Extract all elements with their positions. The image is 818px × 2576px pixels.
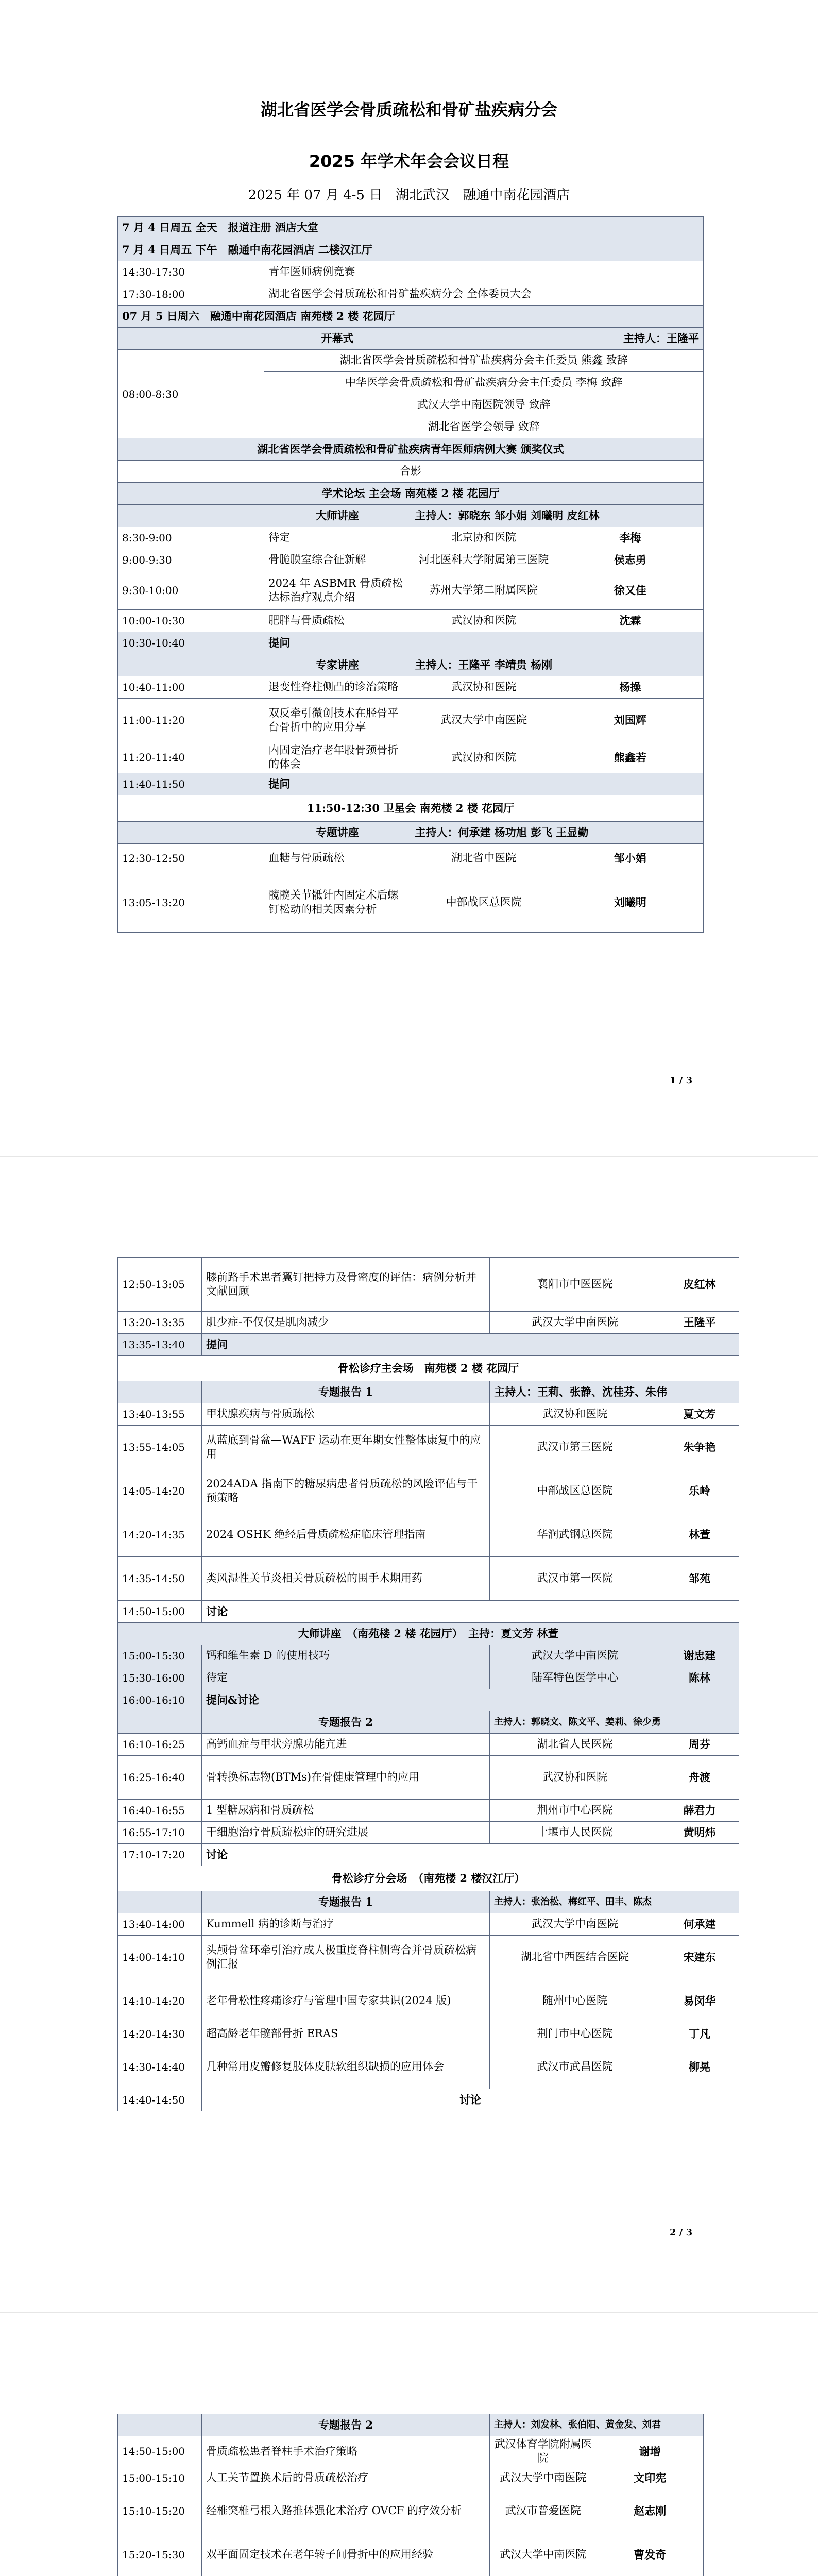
unit-cell: 武汉大学中南医院	[490, 2467, 597, 2489]
forum-header: 11:50-12:30 卫星会 南苑楼 2 楼 花园厅	[118, 795, 704, 821]
unit-cell: 中部战区总医院	[490, 1469, 660, 1513]
speaker-cell: 杨操	[557, 676, 703, 699]
time-cell: 12:30-12:50	[118, 843, 264, 873]
doc-title: 湖北省医学会骨质疏松和骨矿盐疾病分会	[260, 100, 557, 120]
unit-cell: 武汉体育学院附属医院	[490, 2436, 597, 2467]
time-cell: 14:35-14:50	[118, 1557, 202, 1601]
time-cell: 17:30-18:00	[118, 283, 264, 306]
topic-cell: 从蓝底到骨盆—WAFF 运动在更年期女性整体康复中的应用	[202, 1426, 490, 1469]
speaker-cell: 薛君力	[660, 1800, 739, 1822]
topic-cell: 甲状腺疾病与骨质疏松	[202, 1403, 490, 1426]
unit-cell: 武汉协和医院	[490, 1756, 660, 1800]
time-cell: 17:10-17:20	[118, 1844, 202, 1866]
time-cell: 11:00-11:20	[118, 699, 264, 742]
section-title: 大师讲座	[264, 505, 411, 527]
unit-cell: 武汉市第三医院	[490, 1426, 660, 1469]
forum-header: 骨松诊疗分会场 （南苑楼 2 楼汉江厅）	[118, 1866, 739, 1891]
forum-header: 学术论坛 主会场 南苑楼 2 楼 花园厅	[118, 483, 704, 505]
host-cell: 主持人：郭晓东 邹小娟 刘曦明 皮红林	[411, 505, 704, 527]
topic-cell: 膝前路手术患者翼钉把持力及骨密度的评估：病例分析并文献回顾	[202, 1258, 490, 1312]
topic-cell: 双反牵引微创技术在胫骨平台骨折中的应用分享	[264, 699, 411, 742]
time-cell: 16:00-16:10	[118, 1689, 202, 1711]
speech-item: 中华医学会骨质疏松和骨矿盐疾病分会主任委员 李梅 致辞	[264, 372, 704, 394]
page-3	[0, 2313, 818, 2576]
time-cell: 9:00-9:30	[118, 549, 264, 571]
schedule-table-3	[117, 2414, 704, 2576]
speaker-cell: 周芬	[660, 1734, 739, 1756]
speaker-cell: 柳晃	[660, 2045, 739, 2089]
time-cell: 14:30-14:40	[118, 2045, 202, 2089]
schedule-table-2	[117, 1257, 739, 2111]
unit-cell: 陆军特色医学中心	[490, 1667, 660, 1689]
unit-cell: 随州中心医院	[490, 1979, 660, 2023]
topic-cell: 血糖与骨质疏松	[264, 843, 411, 873]
topic-cell: 高钙血症与甲状旁腺功能亢进	[202, 1734, 490, 1756]
schedule-table-1	[117, 216, 704, 933]
time-cell: 13:35-13:40	[118, 1334, 202, 1356]
topic-cell: 几种常用皮瓣修复肢体皮肤软组织缺损的应用体会	[202, 2045, 490, 2089]
unit-cell: 荆门市中心医院	[490, 2023, 660, 2045]
time-cell: 16:10-16:25	[118, 1734, 202, 1756]
topic-cell: 退变性脊柱侧凸的诊治策略	[264, 676, 411, 699]
session-cell: 湖北省医学会骨质疏松和骨矿盐疾病分会 全体委员大会	[264, 283, 704, 306]
time-cell: 15:00-15:30	[118, 1645, 202, 1667]
topic-cell: 待定	[202, 1667, 490, 1689]
unit-cell: 武汉大学中南医院	[490, 1312, 660, 1334]
speaker-cell: 刘国辉	[557, 699, 703, 742]
time-cell: 14:50-15:00	[118, 2436, 202, 2467]
unit-cell: 华润武钢总医院	[490, 1513, 660, 1557]
discussion-cell: 讨论	[202, 1601, 739, 1623]
page-1	[0, 0, 818, 1156]
speaker-cell: 沈霖	[557, 610, 703, 632]
doc-date-venue: 2025 年 07 月 4-5 日 湖北武汉 融通中南花园酒店	[248, 188, 570, 203]
time-cell: 13:20-13:35	[118, 1312, 202, 1334]
speaker-cell: 宋建东	[660, 1936, 739, 1979]
host-cell: 主持人：王隆平	[411, 328, 704, 350]
host-cell: 主持人：郭晓文、陈文平、姜莉、徐少勇	[490, 1711, 739, 1734]
topic-cell: 干细胞治疗骨质疏松症的研究进展	[202, 1822, 490, 1844]
unit-cell: 十堰市人民医院	[490, 1822, 660, 1844]
time-cell: 15:10-15:20	[118, 2489, 202, 2533]
unit-cell: 襄阳市中医医院	[490, 1258, 660, 1312]
discussion-cell: 讨论	[202, 2089, 739, 2111]
section-title: 湖北省医学会骨质疏松和骨矿盐疾病青年医师病例大赛 颁奖仪式	[118, 438, 704, 461]
topic-cell: Kummell 病的诊断与治疗	[202, 1913, 490, 1936]
time-cell: 14:20-14:30	[118, 2023, 202, 2045]
forum-header: 骨松诊疗主会场 南苑楼 2 楼 花园厅	[118, 1356, 739, 1381]
speech-item: 湖北省医学会骨质疏松和骨矿盐疾病分会主任委员 熊鑫 致辞	[264, 350, 704, 372]
time-cell: 9:30-10:00	[118, 571, 264, 610]
time-cell: 15:30-16:00	[118, 1667, 202, 1689]
day-header: 7 月 4 日周五 全天 报道注册 酒店大堂	[118, 217, 704, 239]
unit-cell: 武汉市普爱医院	[490, 2489, 597, 2533]
speaker-cell: 易闵华	[660, 1979, 739, 2023]
session-cell: 青年医师病例竞赛	[264, 261, 704, 283]
topic-cell: 骨脆膜室综合征新解	[264, 549, 411, 571]
host-cell: 主持人：刘发林、张伯阳、黄金发、刘君	[490, 2414, 704, 2436]
speaker-cell: 赵志刚	[597, 2489, 704, 2533]
speaker-cell: 文印宪	[597, 2467, 704, 2489]
speaker-cell: 刘曦明	[557, 873, 703, 932]
topic-cell: 2024ADA 指南下的糖尿病患者骨质疏松的风险评估与干预策略	[202, 1469, 490, 1513]
time-cell: 13:40-13:55	[118, 1403, 202, 1426]
unit-cell: 武汉协和医院	[411, 742, 557, 773]
topic-cell: 头颅骨盆环牵引治疗成人极重度脊柱侧弯合并骨质疏松病例汇报	[202, 1936, 490, 1979]
unit-cell: 武汉市第一医院	[490, 1557, 660, 1601]
time-cell: 12:50-13:05	[118, 1258, 202, 1312]
time-cell: 14:40-14:50	[118, 2089, 202, 2111]
speaker-cell: 王隆平	[660, 1312, 739, 1334]
page-2	[0, 1157, 818, 2312]
host-cell: 主持人：王隆平 李靖贵 杨刚	[411, 654, 704, 676]
time-cell: 10:00-10:30	[118, 610, 264, 632]
topic-cell: 肌少症-不仅仅是肌肉减少	[202, 1312, 490, 1334]
section-title: 专题报告 1	[202, 1381, 490, 1403]
time-cell: 11:20-11:40	[118, 742, 264, 773]
topic-cell: 骨质疏松患者脊柱手术治疗策略	[202, 2436, 490, 2467]
speaker-cell: 林萱	[660, 1513, 739, 1557]
unit-cell: 湖北省中医院	[411, 843, 557, 873]
speaker-cell: 侯志勇	[557, 549, 703, 571]
unit-cell: 武汉协和医院	[490, 1403, 660, 1426]
topic-cell: 内固定治疗老年股骨颈骨折的体会	[264, 742, 411, 773]
time-cell: 16:25-16:40	[118, 1756, 202, 1800]
discussion-cell: 提问	[264, 773, 704, 795]
time-cell: 16:55-17:10	[118, 1822, 202, 1844]
speaker-cell: 陈林	[660, 1667, 739, 1689]
page-number: 1 / 3	[670, 1075, 693, 1086]
discussion-cell: 提问&讨论	[202, 1689, 739, 1711]
speaker-cell: 夏文芳	[660, 1403, 739, 1426]
host-cell: 主持人：王莉、张静、沈桂芬、朱伟	[490, 1381, 739, 1403]
topic-cell: 老年骨松性疼痛诊疗与管理中国专家共识(2024 版)	[202, 1979, 490, 2023]
speaker-cell: 乐岭	[660, 1469, 739, 1513]
speaker-cell: 李梅	[557, 527, 703, 549]
time-cell: 11:40-11:50	[118, 773, 264, 795]
time-cell: 14:00-14:10	[118, 1936, 202, 1979]
topic-cell: 经椎突椎弓根入路推体强化术治疗 OVCF 的疗效分析	[202, 2489, 490, 2533]
unit-cell: 荆州市中心医院	[490, 1800, 660, 1822]
topic-cell: 双平面固定技术在老年转子间骨折中的应用经验	[202, 2533, 490, 2576]
topic-cell: 骨转换标志物(BTMs)在骨健康管理中的应用	[202, 1756, 490, 1800]
speaker-cell: 何承建	[660, 1913, 739, 1936]
speaker-cell: 皮红林	[660, 1258, 739, 1312]
section-title: 专题讲座	[264, 821, 411, 843]
time-cell: 13:05-13:20	[118, 873, 264, 932]
unit-cell: 中部战区总医院	[411, 873, 557, 932]
topic-cell: 2024 年 ASBMR 骨质疏松达标治疗观点介绍	[264, 571, 411, 610]
speaker-cell: 谢忠建	[660, 1645, 739, 1667]
section-title: 合影	[118, 461, 704, 483]
speech-item: 武汉大学中南医院领导 致辞	[264, 394, 704, 416]
section-title: 专家讲座	[264, 654, 411, 676]
speaker-cell: 徐又佳	[557, 571, 703, 610]
unit-cell: 湖北省人民医院	[490, 1734, 660, 1756]
unit-cell: 武汉大学中南医院	[490, 1913, 660, 1936]
time-cell: 13:40-14:00	[118, 1913, 202, 1936]
unit-cell: 北京协和医院	[411, 527, 557, 549]
time-cell: 15:20-15:30	[118, 2533, 202, 2576]
discussion-cell: 提问	[264, 632, 704, 654]
speaker-cell: 舟渡	[660, 1756, 739, 1800]
unit-cell: 武汉协和医院	[411, 676, 557, 699]
topic-cell: 1 型糖尿病和骨质疏松	[202, 1800, 490, 1822]
section-title: 专题报告 2	[202, 2414, 490, 2436]
time-cell: 8:30-9:00	[118, 527, 264, 549]
time-cell: 08:00-8:30	[118, 350, 264, 438]
discussion-cell: 讨论	[202, 1844, 739, 1866]
time-cell: 14:05-14:20	[118, 1469, 202, 1513]
speaker-cell: 邹小娟	[557, 843, 703, 873]
speaker-cell: 谢增	[597, 2436, 704, 2467]
time-cell: 10:30-10:40	[118, 632, 264, 654]
time-cell: 15:00-15:10	[118, 2467, 202, 2489]
time-cell: 10:40-11:00	[118, 676, 264, 699]
discussion-cell: 提问	[202, 1334, 739, 1356]
unit-cell: 苏州大学第二附属医院	[411, 571, 557, 610]
day-header: 7 月 4 日周五 下午 融通中南花园酒店 二楼汉江厅	[118, 239, 704, 261]
forum-header: 大师讲座 （南苑楼 2 楼 花园厅） 主持：夏文芳 林萱	[118, 1623, 739, 1645]
topic-cell: 待定	[264, 527, 411, 549]
topic-cell: 钙和维生素 D 的使用技巧	[202, 1645, 490, 1667]
time-cell: 13:55-14:05	[118, 1426, 202, 1469]
section-title: 专题报告 1	[202, 1891, 490, 1913]
speaker-cell: 邹苑	[660, 1557, 739, 1601]
unit-cell: 武汉协和医院	[411, 610, 557, 632]
unit-cell: 武汉大学中南医院	[490, 2533, 597, 2576]
speaker-cell: 熊鑫若	[557, 742, 703, 773]
speaker-cell: 丁凡	[660, 2023, 739, 2045]
host-cell: 主持人：何承建 杨功旭 彭飞 王显勤	[411, 821, 704, 843]
topic-cell: 髋髋关节骶针内固定术后螺钉松动的相关因素分析	[264, 873, 411, 932]
speaker-cell: 曹发奇	[597, 2533, 704, 2576]
unit-cell: 河北医科大学附属第三医院	[411, 549, 557, 571]
time-cell: 16:40-16:55	[118, 1800, 202, 1822]
unit-cell: 湖北省中西医结合医院	[490, 1936, 660, 1979]
speech-item: 湖北省医学会领导 致辞	[264, 416, 704, 438]
topic-cell: 人工关节置换术后的骨质疏松治疗	[202, 2467, 490, 2489]
day-header: 07 月 5 日周六 融通中南花园酒店 南苑楼 2 楼 花园厅	[118, 306, 704, 328]
time-cell: 14:10-14:20	[118, 1979, 202, 2023]
unit-cell: 武汉市武昌医院	[490, 2045, 660, 2089]
section-title: 专题报告 2	[202, 1711, 490, 1734]
unit-cell: 武汉大学中南医院	[490, 1645, 660, 1667]
time-cell: 14:50-15:00	[118, 1601, 202, 1623]
unit-cell: 武汉大学中南医院	[411, 699, 557, 742]
time-cell: 14:20-14:35	[118, 1513, 202, 1557]
section-title: 开幕式	[264, 328, 411, 350]
page-number: 2 / 3	[670, 2227, 693, 2238]
topic-cell: 2024 OSHK 绝经后骨质疏松症临床管理指南	[202, 1513, 490, 1557]
topic-cell: 类风湿性关节炎相关骨质疏松的围手术期用药	[202, 1557, 490, 1601]
topic-cell: 超高龄老年髋部骨折 ERAS	[202, 2023, 490, 2045]
host-cell: 主持人：张治松、梅红平、田丰、陈杰	[490, 1891, 739, 1913]
time-cell: 14:30-17:30	[118, 261, 264, 283]
speaker-cell: 朱争艳	[660, 1426, 739, 1469]
topic-cell: 肥胖与骨质疏松	[264, 610, 411, 632]
doc-subtitle-year: 2025 年学术年会会议日程	[309, 151, 509, 171]
speaker-cell: 黄明炜	[660, 1822, 739, 1844]
